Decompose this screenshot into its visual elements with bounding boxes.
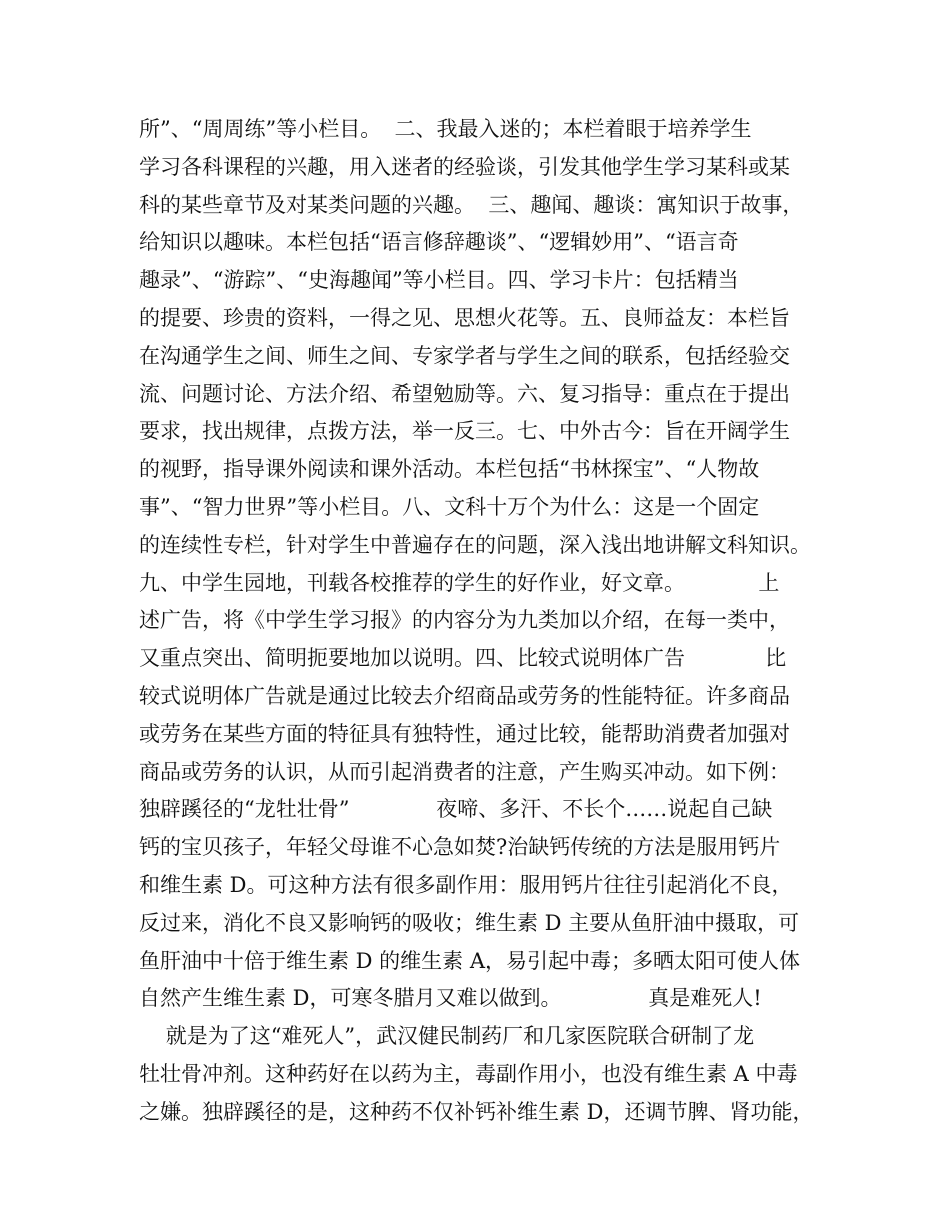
text-line: 的连续性专栏，针对学生中普遍存在的问题，深入浅出地讲解文科知识。 <box>139 532 811 557</box>
text-line: 又重点突出、简明扼要地加以说明。四、比较式说明体广告 比 <box>139 646 787 671</box>
text-line: 流、问题讨论、方法介绍、希望勉励等。六、复习指导：重点在于提出 <box>139 381 790 406</box>
text-line: 和维生素 D。可这种方法有很多副作用：服用钙片往往引起消化不良， <box>139 873 793 897</box>
text-line: 之嫌。独辟蹊径的是，这种药不仅补钙补维生素 D，还调节脾、肾功能， <box>139 1099 814 1124</box>
text-line: 反过来，消化不良又影响钙的吸收；维生素 D 主要从鱼肝油中摄取，可 <box>139 910 800 935</box>
text-line: 的视野，指导课外阅读和课外活动。本栏包括“书林探宝”、“人物故 <box>139 457 760 482</box>
text-line: 九、中学生园地，刊载各校推荐的学生的好作业，好文章。 上 <box>139 570 780 595</box>
text-line: 较式说明体广告就是通过比较去介绍商品或劳务的性能特征。许多商品 <box>139 684 790 708</box>
text-line: 牡壮骨冲剂。这种药好在以药为主，毒副作用小，也没有维生素 A 中毒 <box>139 1062 798 1086</box>
text-line: 述广告，将《中学生学习报》的内容分为九类加以介绍，在每一类中， <box>139 608 790 633</box>
text-line: 科的某些章节及对某类问题的兴趣。 三、趣闻、趣谈：寓知识于故事， <box>139 192 804 217</box>
text-line: 或劳务在某些方面的特征具有独特性，通过比较，能帮助消费者加强对 <box>139 721 790 746</box>
text-line: 鱼肝油中十倍于维生素 D 的维生素 A，易引起中毒；多晒太阳可使人体 <box>139 948 801 973</box>
text-line: 趣录”、“游踪”、“史海趣闻”等小栏目。四、学习卡片：包括精当 <box>139 268 739 293</box>
text-line: 独辟蹊径的“龙牡壮骨” 夜啼、多汗、不长个……说起自己缺 <box>139 797 773 822</box>
text-line: 的提要、珍贵的资料，一得之见、思想火花等。五、良师益友：本栏旨 <box>139 306 790 330</box>
text-line: 给知识以趣味。本栏包括“语言修辞趣谈”、“逻辑妙用”、“语言奇 <box>139 230 739 255</box>
text-line: 学习各科课程的兴趣，用入迷者的经验谈，引发其他学生学习某科或某 <box>139 154 790 179</box>
text-line: 就是为了这“难死人”，武汉健民制药厂和几家医院联合研制了龙 <box>139 1024 755 1049</box>
text-line: 要求，找出规律，点拨方法，举一反三。七、中外古今：旨在开阔学生 <box>139 419 790 444</box>
text-line: 在沟通学生之间、师生之间、专家学者与学生之间的联系，包括经验交 <box>139 343 790 368</box>
text-line: 商品或劳务的认识，从而引起消费者的注意，产生购买冲动。如下例： <box>139 759 790 784</box>
text-line: 钙的宝贝孩子，年轻父母谁不心急如焚?治缺钙传统的方法是服用钙片 <box>139 835 781 860</box>
text-line: 事”、“智力世界”等小栏目。八、文科十万个为什么：这是一个固定 <box>139 495 760 519</box>
text-line: 所”、“周周练”等小栏目。 二、我最入迷的；本栏着眼于培养学生 <box>139 117 752 141</box>
text-line: 自然产生维生素 D，可寒冬腊月又难以做到。 真是难死人! <box>139 986 762 1011</box>
